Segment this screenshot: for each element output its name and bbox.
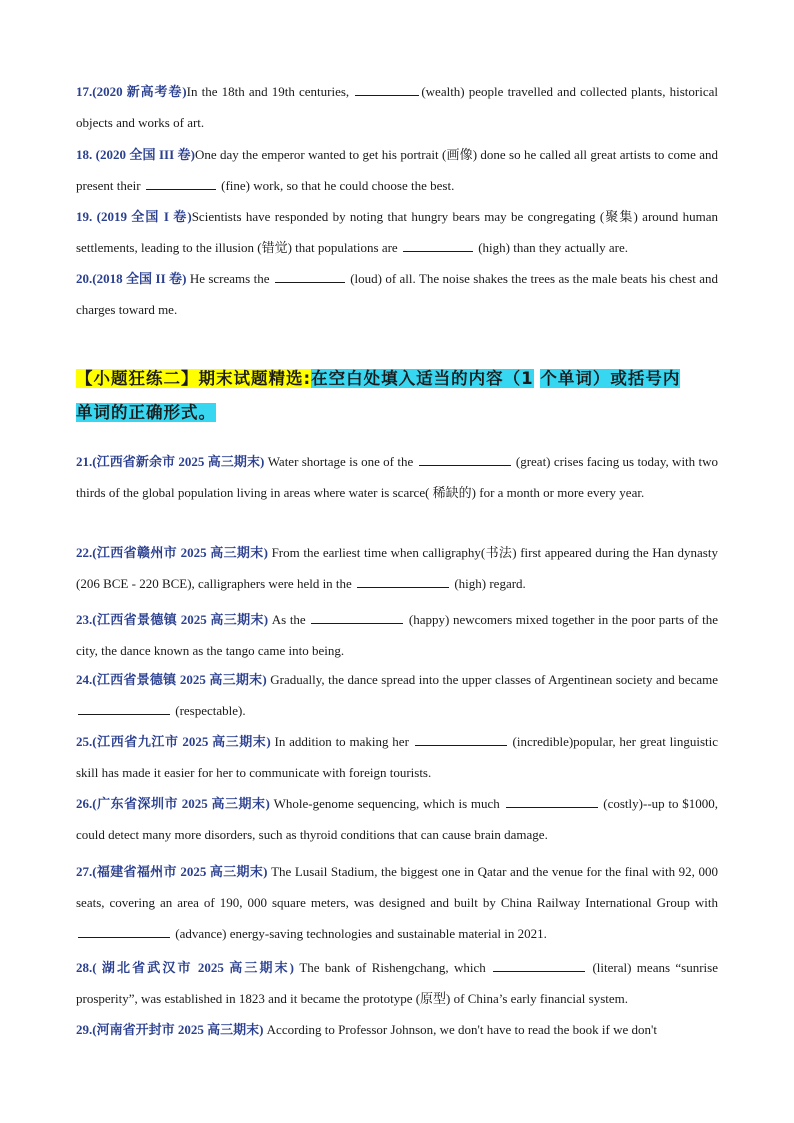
question-source: (2019 全国 I 卷) [96, 209, 192, 224]
question-number: 22. [76, 545, 93, 560]
question-number: 17. [76, 84, 93, 99]
question-source: (福建省福州市 2025 高三期末) [92, 864, 268, 879]
question-number: 27. [76, 864, 93, 879]
question-text: From the earliest time when calligraphy(书法) first appeared during the Han dynasty (206 BCE - 220 BCE), calligraphers were held in the [76, 545, 718, 591]
question-23 [76, 604, 718, 666]
question-source: (2018 全国 II 卷) [92, 271, 187, 286]
question-number: 23. [76, 612, 93, 627]
question-text: Water shortage is one of the [264, 454, 417, 469]
question-text: He screams the [186, 271, 273, 286]
question-number: 24. [76, 672, 93, 687]
section-instruction: 单词的正确形式。 [76, 403, 216, 422]
question-text: In addition to making her [270, 734, 413, 749]
question-source: (江西省景德镇 2025 高三期末) [92, 612, 269, 627]
answer-blank[interactable] [311, 611, 403, 624]
question-hint: (literal) means “sunrise prosperity”, was established in 1823 and it became the prototype (原型) of China’s early financial system. [76, 960, 718, 1006]
question-number: 26. [76, 796, 93, 811]
question-21 [76, 446, 718, 508]
answer-blank[interactable] [415, 733, 507, 746]
question-source: (江西省景德镇 2025 高三期末) [92, 672, 267, 687]
question-19 [76, 201, 718, 263]
question-24 [76, 664, 718, 726]
question-hint: (wealth) people travelled and collected plants, historical objects and works of art. [76, 84, 718, 130]
question-25 [76, 726, 718, 788]
section-title: 【小题狂练二】期末试题精选: [76, 369, 312, 388]
answer-blank[interactable] [275, 270, 345, 283]
question-text: Scientists have responded by noting that hungry bears may be congregating (聚集) around human settlements, leading to the illusion (错觉) that populations are [76, 209, 719, 255]
question-20 [76, 263, 718, 325]
question-hint: (respectable). [172, 703, 246, 718]
answer-blank[interactable] [78, 702, 170, 715]
question-hint: (advance) energy-saving technologies and sustainable material in 2021. [172, 926, 547, 941]
question-number: 21. [76, 454, 93, 469]
section-instruction: 个单词）或括号内 [540, 369, 681, 388]
question-hint: (loud) of all. The noise shakes the trees as the male beats his chest and charges toward me. [76, 271, 718, 317]
question-text: The Lusail Stadium, the biggest one in Qatar and the venue for the final with 92, 000 seats, covering an area of 190, 000 square meters, was designed and built by China Railway International Group with [76, 864, 718, 910]
answer-blank[interactable] [403, 239, 473, 252]
question-source: (广东省深圳市 2025 高三期末) [92, 796, 270, 811]
question-text: Whole-genome sequencing, which is much [269, 796, 504, 811]
question-29 [76, 1014, 718, 1045]
question-source: (2020 全国 III 卷) [95, 147, 195, 162]
question-source: (江西省九江市 2025 高三期末) [92, 734, 271, 749]
question-number: 28. [76, 960, 93, 975]
question-number: 19. [76, 209, 93, 224]
question-28 [76, 952, 718, 1014]
question-18 [76, 139, 718, 201]
question-hint: (high) regard. [451, 576, 526, 591]
question-17 [76, 76, 718, 138]
question-source: (江西省赣州市 2025 高三期末) [92, 545, 268, 560]
question-hint: (incredible)popular, her great linguistic skill has made it easier for her to communicate with foreign tourists. [76, 734, 719, 780]
question-text: In the 18th and 19th centuries, [186, 84, 354, 99]
question-22 [76, 537, 718, 599]
question-26 [76, 788, 718, 850]
question-source: (江西省新余市 2025 高三期末) [92, 454, 265, 469]
question-hint: (fine) work, so that he could choose the best. [217, 178, 455, 193]
question-hint: (costly)--up to $1000, could detect many more disorders, such as thyroid conditions that can cause brain damage. [76, 796, 718, 842]
answer-blank[interactable] [355, 83, 419, 96]
question-27 [76, 856, 718, 949]
question-source: ( 湖北省武汉市 2025 高三期末) [92, 960, 295, 975]
question-hint: (great) crises facing us today, with two thirds of the global population living in areas where water is scarce( 稀缺的) for a month or more every year. [76, 454, 718, 500]
question-number: 25. [76, 734, 93, 749]
question-source: (河南省开封市 2025 高三期末) [92, 1022, 264, 1037]
answer-blank[interactable] [78, 925, 170, 938]
question-text: According to Professor Johnson, we don't have to read the book if we don't [263, 1022, 657, 1037]
question-text: Gradually, the dance spread into the upper classes of Argentinean society and became [266, 672, 718, 687]
answer-blank[interactable] [146, 177, 216, 190]
section-heading [76, 362, 718, 430]
question-hint: (happy) newcomers mixed together in the poor parts of the city, the dance known as the tango came into being. [76, 612, 718, 658]
answer-blank[interactable] [357, 575, 449, 588]
answer-blank[interactable] [493, 959, 585, 972]
question-text: The bank of Rishengchang, which [294, 960, 492, 975]
answer-blank[interactable] [506, 795, 598, 808]
question-number: 29. [76, 1022, 93, 1037]
question-source: (2020 新高考卷) [92, 84, 187, 99]
answer-blank[interactable] [419, 453, 511, 466]
question-number: 20. [76, 271, 93, 286]
section-instruction: 在空白处填入适当的内容（1 [311, 369, 534, 388]
question-number: 18. [76, 147, 93, 162]
question-text: As the [268, 612, 310, 627]
question-hint: (high) than they actually are. [474, 240, 628, 255]
question-text: One day the emperor wanted to get his portrait (画像) done so he called all great artists to come and present their [76, 147, 718, 193]
